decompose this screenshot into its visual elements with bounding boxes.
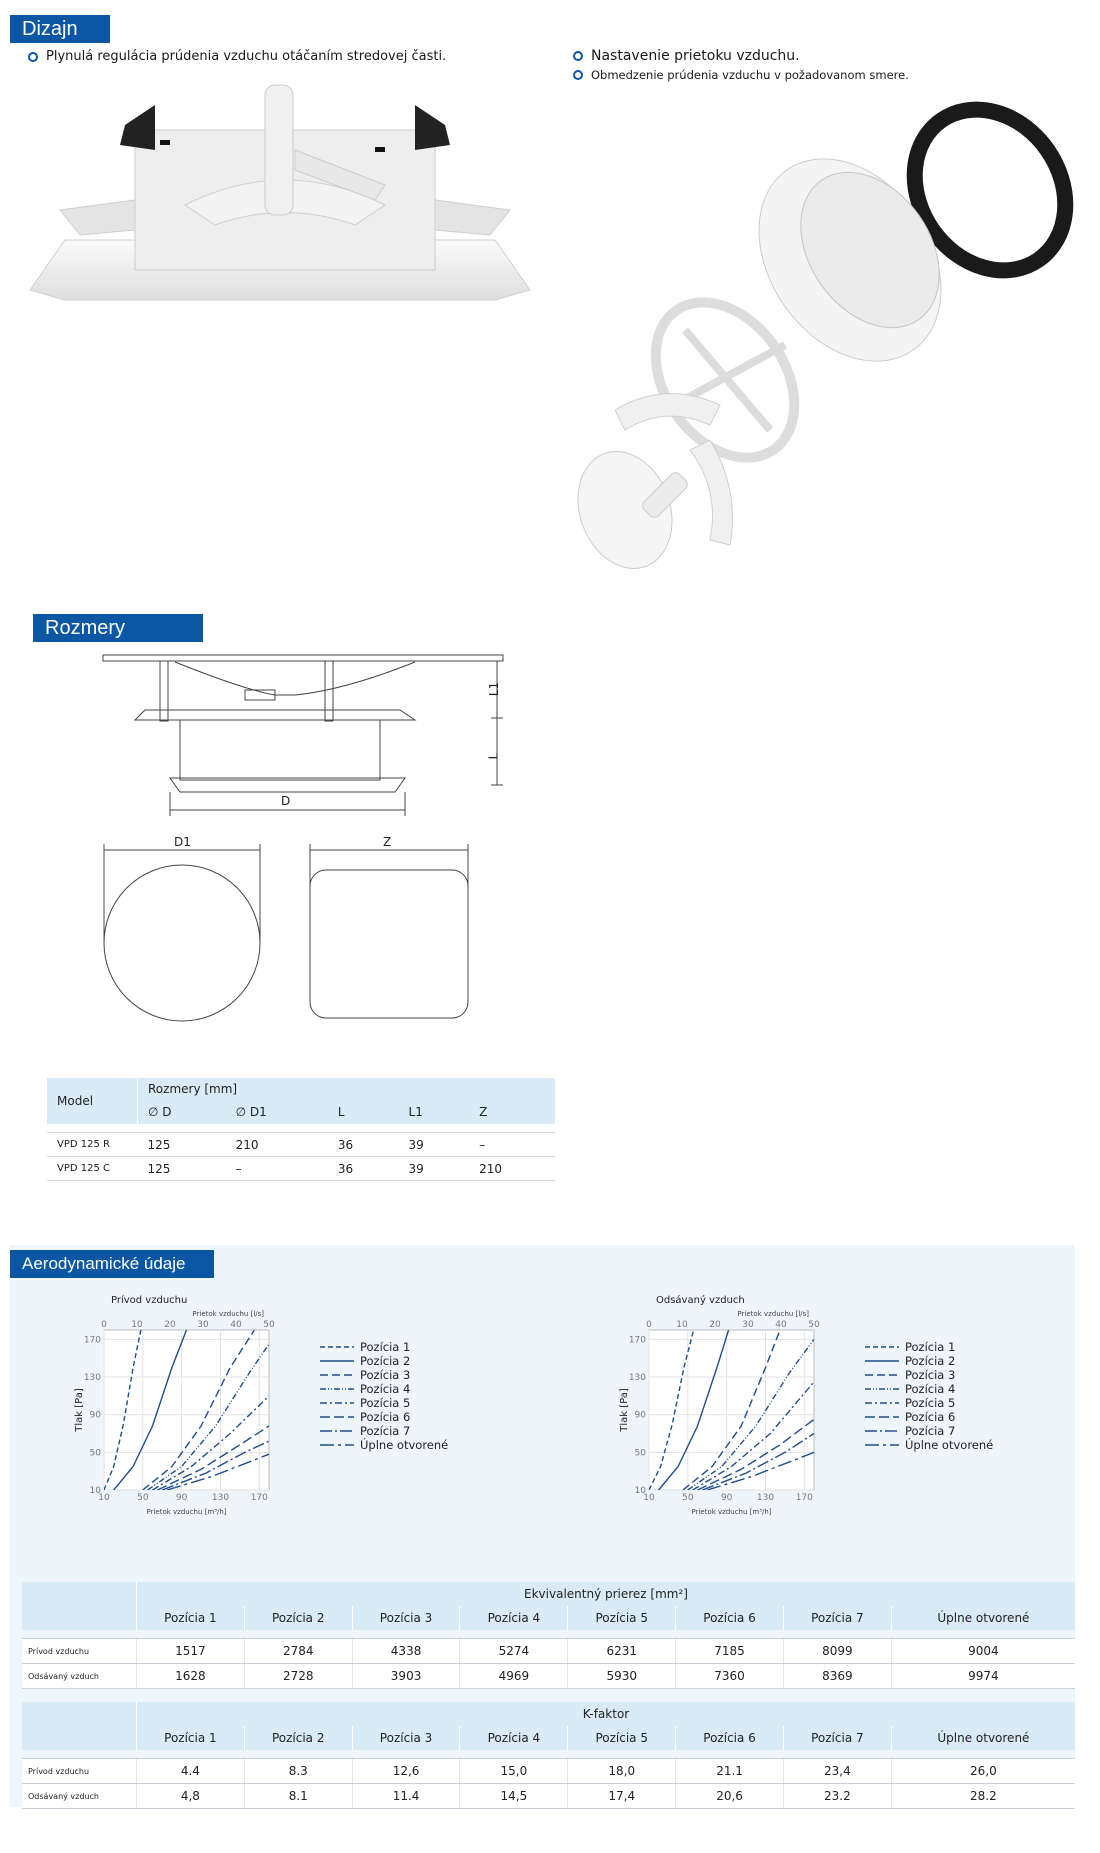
x2-axis-label: Prietok vzduchu [l/s] xyxy=(192,1310,264,1318)
dim-col-header: ∅ D1 xyxy=(226,1100,328,1124)
x-tick-label: 10 xyxy=(98,1493,110,1503)
legend-swatch xyxy=(320,1386,354,1392)
x2-tick-label: 40 xyxy=(230,1320,242,1330)
chart-title: Odsávaný vzduch xyxy=(656,1295,745,1306)
legend-swatch xyxy=(320,1344,354,1350)
legend-item xyxy=(320,1396,448,1410)
dim-col-header: ∅ D xyxy=(138,1100,226,1124)
k-col-header: Pozícia 6 xyxy=(676,1726,784,1750)
plot-area xyxy=(104,1330,269,1490)
bullet-dot-icon xyxy=(573,70,583,80)
legend-label: Pozícia 4 xyxy=(360,1382,411,1396)
chart-exhaust-air xyxy=(615,1308,865,1548)
bullet-design-left: Plynulá regulácia prúdenia vzduchu otáčaním stredovej časti. xyxy=(28,49,446,64)
eq-col-header: Pozícia 3 xyxy=(352,1606,460,1630)
x-tick-label: 50 xyxy=(137,1493,149,1503)
eq-col-header: Pozícia 7 xyxy=(783,1606,891,1630)
y-tick-label: 10 xyxy=(89,1486,101,1496)
x2-tick-label: 50 xyxy=(808,1320,820,1330)
y-tick-label: 170 xyxy=(83,1335,101,1346)
x-tick-label: 10 xyxy=(643,1493,655,1503)
dim-label-l: L xyxy=(486,752,501,760)
x-tick-label: 170 xyxy=(250,1493,268,1503)
x-tick-label: 130 xyxy=(211,1493,230,1503)
legend-label: Pozícia 1 xyxy=(360,1340,411,1354)
bullet-dot-icon xyxy=(573,51,583,61)
dim-label-z: Z xyxy=(383,835,392,849)
legend-label: Pozícia 5 xyxy=(905,1396,956,1410)
dimensions-table xyxy=(47,1078,555,1181)
y-axis-label: Tlak [Pa] xyxy=(74,1388,85,1432)
diffuser-exploded-image xyxy=(570,90,1080,580)
x-tick-label: 130 xyxy=(756,1493,775,1503)
table-row: Prívod vzduchu 4.4 8.3 12,6 15,0 18,0 21.1 23,4 26,0 xyxy=(22,1759,1075,1784)
x2-tick-label: 20 xyxy=(709,1320,721,1330)
section-title-design: Dizajn xyxy=(10,15,110,43)
x-axis-label: Prietok vzduchu [m³/h] xyxy=(146,1508,227,1516)
legend-label: Pozícia 3 xyxy=(905,1368,956,1382)
eq-col-header: Pozícia 4 xyxy=(460,1606,568,1630)
legend-swatch xyxy=(865,1372,899,1378)
legend-swatch xyxy=(320,1414,354,1420)
bullet-dot-icon xyxy=(28,52,38,62)
x2-tick-label: 40 xyxy=(775,1320,787,1330)
table-row: VPD 125 C 125 – 36 39 210 xyxy=(47,1157,555,1181)
legend-label: Pozícia 7 xyxy=(905,1424,956,1438)
x2-tick-label: 10 xyxy=(676,1320,688,1330)
legend-item xyxy=(865,1368,993,1382)
legend-swatch xyxy=(865,1344,899,1350)
legend-label: Úplne otvorené xyxy=(905,1438,994,1452)
legend-swatch xyxy=(865,1400,899,1406)
eq-col-header: Pozícia 6 xyxy=(676,1606,784,1630)
table-row: Prívod vzduchu 1517 2784 4338 5274 6231 7185 8099 9004 xyxy=(22,1639,1075,1664)
dim-col-header: L1 xyxy=(399,1100,470,1124)
x2-tick-label: 20 xyxy=(164,1320,176,1330)
eq-col-header: Pozícia 5 xyxy=(568,1606,676,1630)
legend-swatch xyxy=(320,1372,354,1378)
table-row: VPD 125 R 125 210 36 39 – xyxy=(47,1133,555,1157)
legend-swatch xyxy=(320,1358,354,1364)
eq-group-header: Ekvivalentný prierez [mm²] xyxy=(137,1582,1076,1606)
k-col-header: Pozícia 7 xyxy=(783,1726,891,1750)
chart-title: Prívod vzduchu xyxy=(111,1295,188,1306)
legend-label: Úplne otvorené xyxy=(360,1438,449,1452)
legend-item xyxy=(320,1382,448,1396)
k-col-header: Pozícia 5 xyxy=(568,1726,676,1750)
legend-swatch xyxy=(865,1442,899,1448)
chart-legend xyxy=(320,1340,448,1452)
legend-item xyxy=(320,1368,448,1382)
legend-item xyxy=(865,1410,993,1424)
dim-col-header: L xyxy=(328,1100,399,1124)
x-tick-label: 90 xyxy=(175,1493,188,1503)
diffuser-assembled-image xyxy=(25,75,535,305)
legend-label: Pozícia 7 xyxy=(360,1424,411,1438)
chart-legend xyxy=(865,1340,993,1452)
legend-label: Pozícia 3 xyxy=(360,1368,411,1382)
legend-item xyxy=(320,1354,448,1368)
y-tick-label: 130 xyxy=(628,1373,646,1384)
k-col-header: Úplne otvorené xyxy=(891,1726,1075,1750)
legend-swatch xyxy=(865,1414,899,1420)
y-axis-label: Tlak [Pa] xyxy=(619,1388,630,1432)
y-tick-label: 130 xyxy=(83,1373,101,1384)
eq-col-header: Pozícia 1 xyxy=(137,1606,245,1630)
x2-tick-label: 10 xyxy=(131,1320,143,1330)
legend-swatch xyxy=(865,1386,899,1392)
x-tick-label: 50 xyxy=(682,1493,694,1503)
bullet-design-right-1: Nastavenie prietoku vzduchu. xyxy=(573,48,800,64)
dim-label-d1: D1 xyxy=(174,835,191,849)
x-axis-label: Prietok vzduchu [m³/h] xyxy=(691,1508,772,1516)
k-col-header: Pozícia 3 xyxy=(352,1726,460,1750)
x2-tick-label: 50 xyxy=(263,1320,275,1330)
y-tick-label: 10 xyxy=(634,1486,646,1496)
y-tick-label: 50 xyxy=(634,1448,646,1459)
x2-tick-label: 30 xyxy=(742,1320,754,1330)
x2-tick-label: 30 xyxy=(197,1320,209,1330)
y-tick-label: 90 xyxy=(634,1410,646,1421)
top-view-drawings xyxy=(95,840,495,1040)
table-row: Odsávaný vzduch 1628 2728 3903 4969 5930 7360 8369 9974 xyxy=(22,1664,1075,1689)
equivalent-area-table xyxy=(22,1582,1075,1689)
legend-item xyxy=(320,1340,448,1354)
legend-label: Pozícia 2 xyxy=(905,1354,956,1368)
dim-label-d: D xyxy=(281,794,291,808)
dim-label-l1: L1 xyxy=(487,681,502,697)
legend-item xyxy=(320,1438,448,1452)
legend-swatch xyxy=(865,1428,899,1434)
y-tick-label: 90 xyxy=(89,1410,101,1421)
legend-item xyxy=(865,1438,993,1452)
k-col-header: Pozícia 4 xyxy=(460,1726,568,1750)
dim-group-header: Rozmery [mm] xyxy=(138,1078,556,1100)
section-title-dimensions: Rozmery xyxy=(33,614,203,642)
section-title-aero: Aerodynamické údaje xyxy=(10,1250,214,1278)
x2-tick-label: 0 xyxy=(646,1320,652,1330)
legend-item xyxy=(320,1424,448,1438)
k-col-header: Pozícia 2 xyxy=(244,1726,352,1750)
legend-label: Pozícia 1 xyxy=(905,1340,956,1354)
x2-tick-label: 0 xyxy=(101,1320,107,1330)
k-group-header: K-faktor xyxy=(137,1702,1076,1726)
legend-item xyxy=(320,1410,448,1424)
legend-label: Pozícia 5 xyxy=(360,1396,411,1410)
legend-item xyxy=(865,1354,993,1368)
legend-swatch xyxy=(320,1442,354,1448)
legend-label: Pozícia 4 xyxy=(905,1382,956,1396)
legend-swatch xyxy=(320,1400,354,1406)
side-view-drawing xyxy=(95,650,515,820)
legend-item xyxy=(865,1424,993,1438)
legend-label: Pozícia 6 xyxy=(360,1410,411,1424)
dim-col-header: Z xyxy=(469,1100,555,1124)
y-tick-label: 50 xyxy=(89,1448,101,1459)
bullet-design-right-2: Obmedzenie prúdenia vzduchu v požadovanom smere. xyxy=(573,68,909,82)
x-tick-label: 170 xyxy=(795,1493,813,1503)
legend-swatch xyxy=(865,1358,899,1364)
x-tick-label: 90 xyxy=(720,1493,733,1503)
legend-item xyxy=(865,1382,993,1396)
legend-item xyxy=(865,1396,993,1410)
eq-col-header: Pozícia 2 xyxy=(244,1606,352,1630)
legend-label: Pozícia 2 xyxy=(360,1354,411,1368)
legend-item xyxy=(865,1340,993,1354)
k-factor-table xyxy=(22,1702,1075,1809)
table-row: Odsávaný vzduch 4,8 8.1 11.4 14,5 17,4 20,6 23.2 28.2 xyxy=(22,1784,1075,1809)
x2-axis-label: Prietok vzduchu [l/s] xyxy=(737,1310,809,1318)
eq-col-header: Úplne otvorené xyxy=(891,1606,1075,1630)
dim-model-header: Model xyxy=(47,1078,138,1124)
y-tick-label: 170 xyxy=(628,1335,646,1346)
legend-swatch xyxy=(320,1428,354,1434)
k-col-header: Pozícia 1 xyxy=(137,1726,245,1750)
legend-label: Pozícia 6 xyxy=(905,1410,956,1424)
chart-supply-air xyxy=(70,1308,320,1548)
